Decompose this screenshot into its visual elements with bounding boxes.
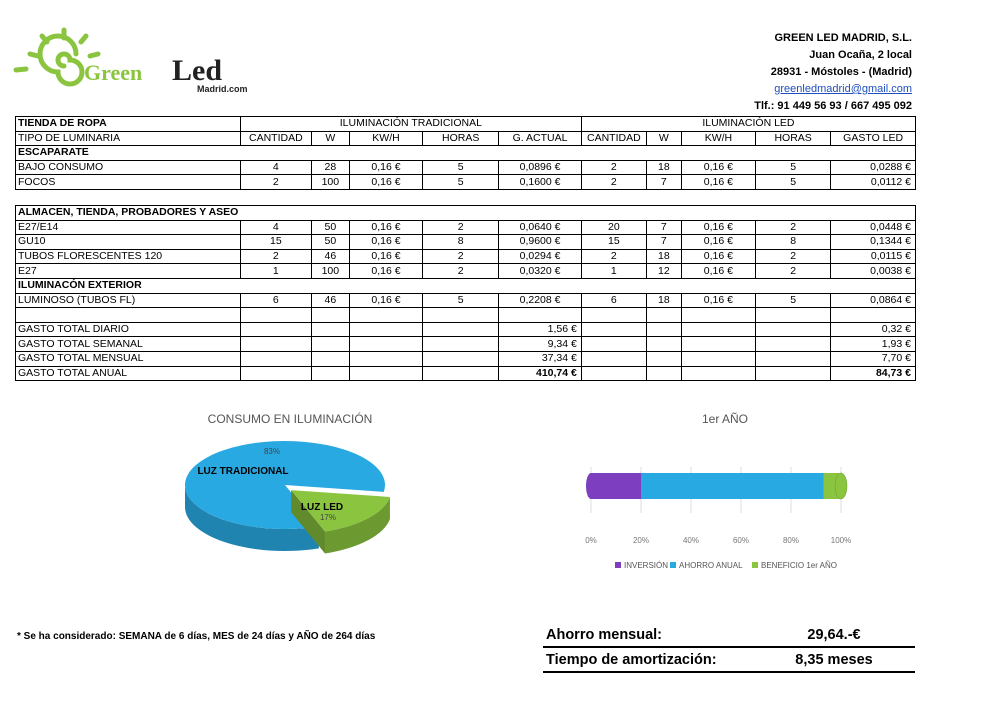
column-header: KW/H	[681, 131, 755, 146]
table-cell: 0,16 €	[681, 235, 755, 250]
section-title: ESCAPARATE	[16, 146, 241, 161]
column-header: HORAS	[423, 131, 499, 146]
bar-end-cap	[835, 473, 847, 499]
x-tick-label: 0%	[585, 536, 597, 545]
section-title: ALMACEN, TIENDA, PROBADORES Y ASEO	[16, 205, 241, 220]
column-header: HORAS	[755, 131, 830, 146]
group-traditional: ILUMINACIÓN TRADICIONAL	[240, 117, 581, 132]
table-cell: 0,16 €	[349, 175, 422, 190]
table-cell: 4	[240, 160, 311, 175]
bar-segment	[641, 473, 824, 499]
table-cell: 6	[581, 293, 646, 308]
section-header-row	[16, 146, 916, 161]
table-cell: 0,16 €	[681, 175, 755, 190]
table-row	[16, 220, 916, 235]
total-label: GASTO TOTAL ANUAL	[16, 366, 241, 381]
bar-chart-title: 1er AÑO	[701, 412, 749, 426]
type-label: TIPO DE LUMINARIA	[16, 131, 241, 146]
x-tick-label: 40%	[682, 536, 700, 545]
summary-row	[543, 648, 915, 673]
total-traditional: 9,34 €	[499, 337, 582, 352]
table-cell: 0,0038 €	[831, 264, 916, 279]
table-cell: 0,16 €	[349, 220, 422, 235]
table-cell: 2	[581, 175, 646, 190]
table-row	[16, 264, 916, 279]
total-label: GASTO TOTAL SEMANAL	[16, 337, 241, 352]
legend-swatch	[670, 562, 676, 568]
total-label: GASTO TOTAL DIARIO	[16, 322, 241, 337]
row-name: FOCOS	[16, 175, 241, 190]
table-cell: 50	[311, 235, 349, 250]
summary-box	[543, 623, 915, 673]
bar-segment	[591, 473, 641, 499]
total-row	[16, 337, 916, 352]
summary-value: 29,64.-€	[807, 626, 861, 643]
table-cell: 18	[646, 249, 681, 264]
spacer-row	[16, 189, 916, 205]
pie-slice-label: LUZ LED	[300, 502, 344, 513]
table-cell: 15	[581, 235, 646, 250]
stacked-bar-chart	[570, 430, 870, 590]
table-cell: 0,2208 €	[499, 293, 582, 308]
table-row	[16, 249, 916, 264]
column-header: CANTIDAD	[581, 131, 646, 146]
legend-item: INVERSIÓN	[624, 561, 669, 570]
table-cell: 0,16 €	[349, 160, 422, 175]
table-cell: 0,16 €	[349, 264, 422, 279]
table-cell: 5	[755, 160, 830, 175]
table-row	[16, 293, 916, 308]
table-cell: 0,16 €	[681, 220, 755, 235]
green-led-logo	[12, 26, 272, 96]
empty-row	[16, 308, 916, 323]
company-street: Juan Ocaña, 2 local	[809, 49, 912, 61]
total-row	[16, 322, 916, 337]
total-led: 0,32 €	[831, 322, 916, 337]
table-cell: 18	[646, 160, 681, 175]
business-type: TIENDA DE ROPA	[16, 117, 241, 132]
section-header-row	[16, 278, 916, 293]
section-title: ILUMINACÓN EXTERIOR	[16, 278, 241, 293]
table-cell: 0,0448 €	[831, 220, 916, 235]
lighting-comparison-table	[15, 116, 916, 381]
table-cell: 2	[755, 264, 830, 279]
x-tick-label: 20%	[632, 536, 650, 545]
column-header: W	[311, 131, 349, 146]
table-cell: 100	[311, 175, 349, 190]
total-led: 7,70 €	[831, 351, 916, 366]
table-cell: 7	[646, 220, 681, 235]
total-row	[16, 351, 916, 366]
summary-label: Tiempo de amortización:	[546, 651, 717, 668]
table-cell: 46	[311, 249, 349, 264]
table-cell: 0,1600 €	[499, 175, 582, 190]
total-row	[16, 366, 916, 381]
table-cell: 5	[423, 160, 499, 175]
company-name: GREEN LED MADRID, S.L.	[774, 32, 912, 44]
table-cell: 0,16 €	[681, 264, 755, 279]
table-cell: 8	[755, 235, 830, 250]
table-cell: 2	[423, 220, 499, 235]
table-cell: 0,0320 €	[499, 264, 582, 279]
pie-percent-label: 83%	[263, 447, 281, 456]
table-cell: 0,0112 €	[831, 175, 916, 190]
row-name: LUMINOSO (TUBOS FL)	[16, 293, 241, 308]
table-cell: 2	[755, 220, 830, 235]
table-cell: 2	[240, 175, 311, 190]
table-cell: 0,16 €	[349, 235, 422, 250]
table-cell: 0,0294 €	[499, 249, 582, 264]
table-cell: 2	[423, 264, 499, 279]
table-cell: 50	[311, 220, 349, 235]
pie-chart	[180, 430, 400, 570]
table-row	[16, 160, 916, 175]
total-traditional: 410,74 €	[499, 366, 582, 381]
table-cell: 15	[240, 235, 311, 250]
column-header: G. ACTUAL	[499, 131, 582, 146]
logo-text-sub: Madrid.com	[197, 84, 248, 94]
table-cell: 0,1344 €	[831, 235, 916, 250]
column-header: GASTO LED	[831, 131, 916, 146]
column-header: CANTIDAD	[240, 131, 311, 146]
summary-row	[543, 623, 915, 648]
table-cell: 0,0864 €	[831, 293, 916, 308]
legend-item: AHORRO ANUAL	[679, 561, 743, 570]
table-cell: 6	[240, 293, 311, 308]
table-cell: 2	[240, 249, 311, 264]
summary-label: Ahorro mensual:	[546, 626, 663, 643]
table-cell: 7	[646, 175, 681, 190]
table-cell: 28	[311, 160, 349, 175]
table-cell: 0,0288 €	[831, 160, 916, 175]
total-traditional: 37,34 €	[499, 351, 582, 366]
table-cell: 4	[240, 220, 311, 235]
logo-text-green: Green	[84, 60, 143, 85]
table-cell: 0,9600 €	[499, 235, 582, 250]
total-traditional: 1,56 €	[499, 322, 582, 337]
pie-chart-title: CONSUMO EN ILUMINACIÓN	[207, 412, 373, 426]
table-cell: 2	[581, 249, 646, 264]
table-cell: 0,16 €	[349, 249, 422, 264]
pie-percent-label: 17%	[319, 513, 337, 522]
row-name: E27	[16, 264, 241, 279]
legend-swatch	[752, 562, 758, 568]
x-tick-label: 80%	[782, 536, 800, 545]
table-cell: 2	[755, 249, 830, 264]
total-led: 84,73 €	[831, 366, 916, 381]
summary-value: 8,35 meses	[795, 651, 873, 668]
table-cell: 46	[311, 293, 349, 308]
table-cell: 0,16 €	[681, 249, 755, 264]
company-phone: Tlf.: 91 449 56 93 / 667 495 092	[754, 100, 912, 112]
table-cell: 5	[755, 175, 830, 190]
table-cell: 2	[423, 249, 499, 264]
table-cell: 8	[423, 235, 499, 250]
column-header: W	[646, 131, 681, 146]
table-cell: 12	[646, 264, 681, 279]
table-cell: 7	[646, 235, 681, 250]
total-led: 1,93 €	[831, 337, 916, 352]
logo-text-led: Led	[172, 54, 223, 87]
section-header-row	[16, 205, 916, 220]
table-cell: 0,16 €	[349, 293, 422, 308]
bar-start-cap	[586, 473, 596, 499]
total-label: GASTO TOTAL MENSUAL	[16, 351, 241, 366]
x-tick-label: 60%	[732, 536, 750, 545]
table-cell: 1	[240, 264, 311, 279]
table-cell: 0,0640 €	[499, 220, 582, 235]
company-email[interactable]: greenledmadrid@gmail.com	[774, 83, 912, 95]
pie-slice-label: LUZ TRADICIONAL	[197, 466, 289, 477]
column-header: KW/H	[349, 131, 422, 146]
group-led: ILUMINACIÓN LED	[581, 117, 915, 132]
company-city: 28931 - Móstoles - (Madrid)	[770, 66, 912, 78]
table-cell: 20	[581, 220, 646, 235]
footnote: * Se ha considerado: SEMANA de 6 días, MES de 24 días y AÑO de 264 días	[17, 631, 376, 642]
x-tick-label: 100%	[830, 536, 852, 545]
table-cell: 0,0896 €	[499, 160, 582, 175]
table-row	[16, 175, 916, 190]
table-cell: 5	[423, 175, 499, 190]
table-cell: 5	[755, 293, 830, 308]
table-cell: 1	[581, 264, 646, 279]
company-info	[754, 30, 912, 115]
row-name: E27/E14	[16, 220, 241, 235]
table-row	[16, 235, 916, 250]
table-cell: 2	[581, 160, 646, 175]
table-cell: 5	[423, 293, 499, 308]
row-name: GU10	[16, 235, 241, 250]
table-cell: 0,16 €	[681, 160, 755, 175]
table-cell: 100	[311, 264, 349, 279]
row-name: BAJO CONSUMO	[16, 160, 241, 175]
row-name: TUBOS FLORESCENTES 120	[16, 249, 241, 264]
legend-item: BENEFICIO 1er AÑO	[761, 561, 838, 570]
legend-swatch	[615, 562, 621, 568]
table-cell: 0,0115 €	[831, 249, 916, 264]
table-cell: 0,16 €	[681, 293, 755, 308]
table-cell: 18	[646, 293, 681, 308]
